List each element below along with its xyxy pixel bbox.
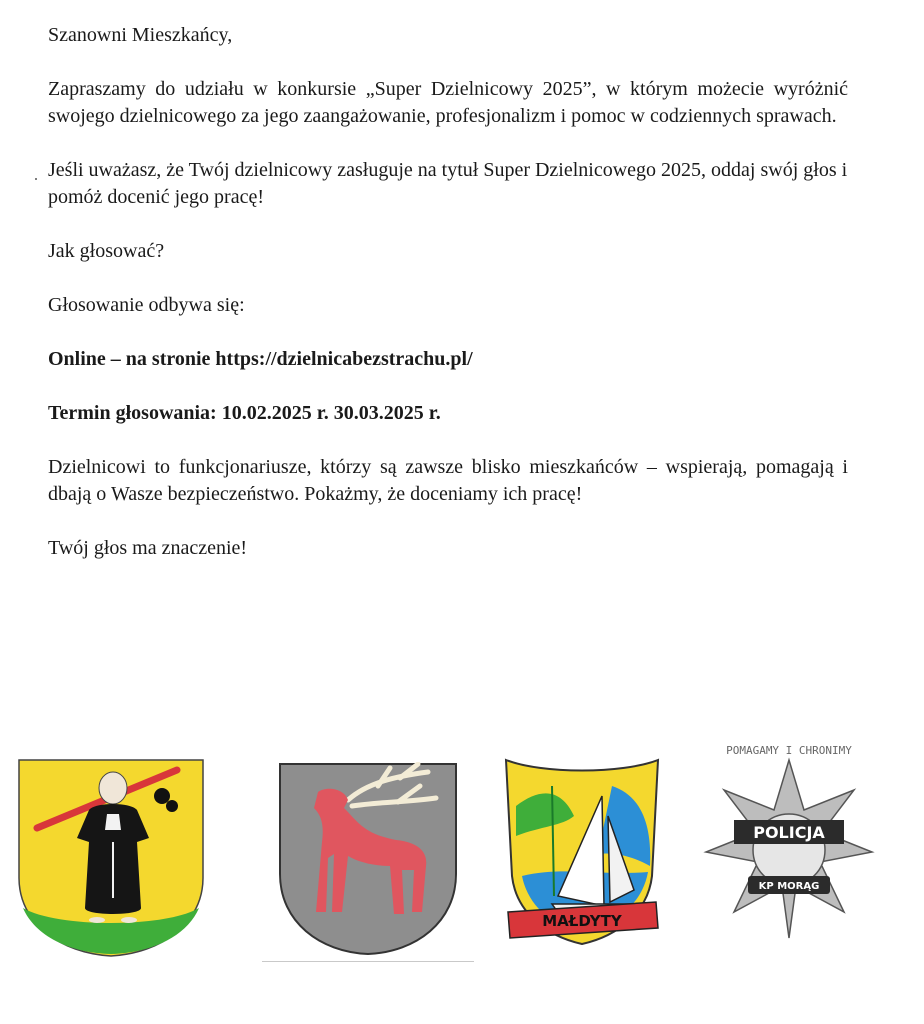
scan-speck: [35, 178, 37, 180]
crest-deer-icon: [278, 762, 458, 956]
malddyty-banner-text: MAŁDYTY: [542, 912, 622, 930]
call-to-vote-paragraph: Jeśli uważasz, że Twój dzielnicowy zasługuje na tytuł Super Dzielnicowego 2025, oddaj swój głos i pomóż docenić jego pracę!: [48, 159, 848, 208]
letter-body: [48, 22, 848, 589]
officers-paragraph: Dzielnicowi to funkcjonariusze, którzy są zawsze blisko mieszkańców – wspierają, pomagają i dbają o Wasze bezpieczeństwo. Pokażmy, że doceniamy ich pracę!: [48, 456, 848, 505]
how-to-vote-heading: Jak głosować?: [48, 240, 165, 262]
crest-baseline: [262, 961, 474, 962]
crest-malddyty-icon: [502, 756, 662, 948]
intro-paragraph: Zapraszamy do udziału w konkursie „Super Dzielnicowy 2025”, w którym możecie wyróżnić swojego dzielnicowego za jego zaangażowanie, profesjonalizm i pomoc w codziennych sprawach.: [48, 78, 848, 127]
voting-deadline: Termin głosowania: 10.02.2025 r. 30.03.2025 r.: [48, 402, 441, 424]
police-motto-text: POMAGAMY I CHRONIMY: [726, 744, 852, 757]
police-unit-text: KP MORĄG: [758, 881, 820, 892]
police-banner-text: POLICJA: [753, 823, 825, 842]
online-voting-line: Online – na stronie https://dzielnicabezstrachu.pl/: [48, 348, 473, 370]
voting-takes-place: Głosowanie odbywa się:: [48, 294, 245, 316]
police-star-icon: [682, 740, 896, 954]
crest-pilgrim-icon: [17, 758, 205, 958]
greeting: Szanowni Mieszkańcy,: [48, 24, 233, 46]
closing-line: Twój głos ma znaczenie!: [48, 537, 248, 559]
